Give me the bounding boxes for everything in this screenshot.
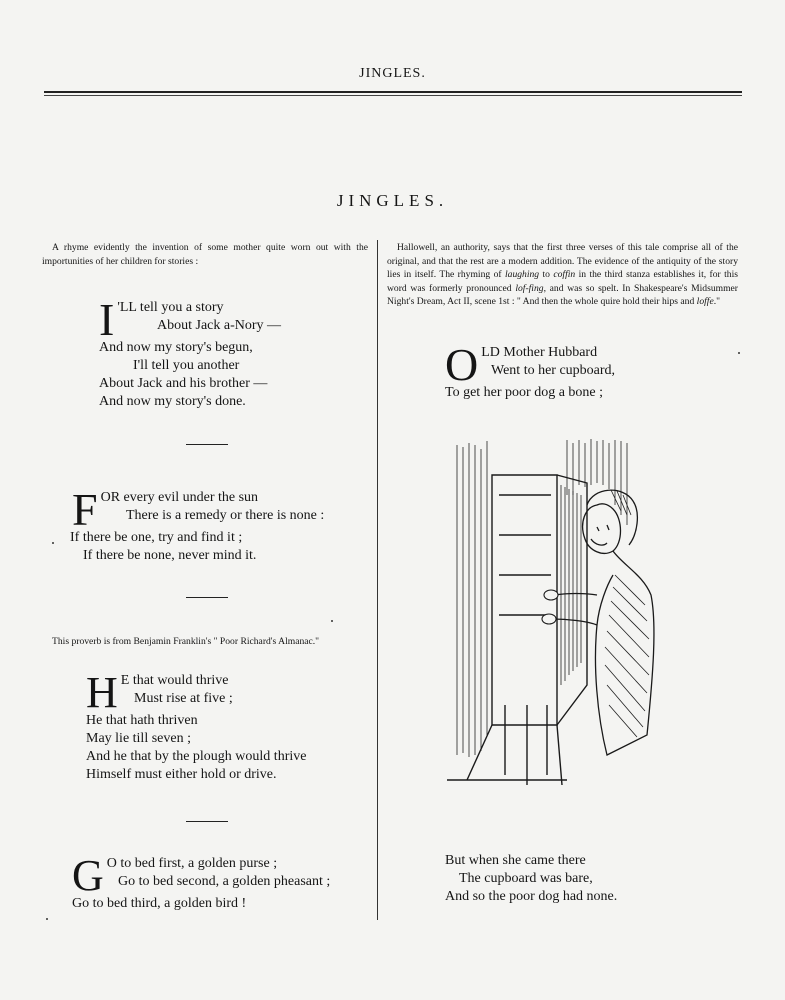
old-woman-figure (552, 490, 654, 755)
verse-line: OR every evil under the sun (100, 490, 259, 505)
verse-line: And he that by the plough would thrive (86, 749, 307, 764)
verse-line: Go to bed second, a golden pheasant ; (118, 874, 331, 889)
poem-he-that-would-thrive (86, 668, 307, 784)
verse-line: LD Mother Hubbard (481, 345, 598, 360)
poem-old-mother-hubbard (445, 339, 616, 402)
franklin-note: This proverb is from Benjamin Franklin's " Poor Richard's Almanac." (52, 636, 320, 647)
hallowell-note: Hallowell, an authority, says that the first three verses of this tale comprise all of the original, and that the rest are a modern addition. The evidence of the antiquity of the story lies in itself. The rhyming of laughing to coffin in the third stanza establishes it, for this word was formerly pronounced lof-fing, and was so spelt. In Shakespeare's Midsummer Night's Dream, Act II, scene 1st : " And then the whole quire hold their hips and loffe." (387, 242, 738, 307)
cupboard-door-hatching (561, 485, 581, 685)
verse-line: But when she came there (445, 853, 586, 868)
hands (542, 590, 558, 624)
page-title: JINGLES. (336, 191, 449, 210)
poem-jack-a-nory (99, 294, 282, 411)
verse-line: The cupboard was bare, (459, 871, 593, 886)
section-separator (186, 444, 228, 445)
verse-line: 'LL tell you a story (117, 300, 224, 315)
poem-cupboard-was-bare (445, 852, 617, 906)
verse-line: About Jack a-Nory — (157, 318, 282, 333)
verse-line: I'll tell you another (133, 358, 240, 373)
verse-line: Went to her cupboard, (491, 363, 616, 378)
verse-line: He that hath thriven (86, 713, 198, 728)
verse-line: O to bed first, a golden purse ; (106, 856, 278, 871)
section-separator (186, 821, 228, 822)
column-divider (377, 240, 378, 920)
ink-speck (46, 918, 48, 920)
verse-line: About Jack and his brother — (99, 376, 268, 391)
verse-line: May lie till seven ; (86, 731, 191, 746)
verse-line: Must rise at five ; (134, 691, 233, 706)
verse-line: Go to bed third, a golden bird ! (72, 896, 247, 911)
header-rule (44, 91, 742, 93)
mother-hubbard-illustration (447, 435, 662, 795)
verse-line: If there be none, never mind it. (83, 548, 257, 563)
verse-line: There is a remedy or there is none : (126, 508, 325, 523)
verse-line: And so the poor dog had none. (445, 889, 618, 904)
running-head: JINGLES. (359, 66, 426, 81)
drop-cap: O (445, 339, 479, 390)
header-rule-thin (44, 95, 742, 96)
poem-every-evil (70, 484, 325, 565)
verse-line: And now my story's done. (99, 394, 246, 409)
wall-hatching (457, 439, 627, 757)
verse-line: E that would thrive (120, 673, 229, 688)
verse-line: If there be one, try and find it ; (70, 530, 243, 545)
intro-note: A rhyme evidently the invention of some mother quite worn out with the importunities of her children for stories : (42, 242, 368, 267)
poem-go-to-bed (72, 851, 331, 913)
shawl-hatching (605, 490, 649, 737)
ink-speck (52, 542, 54, 544)
verse-line: And now my story's begun, (99, 340, 253, 355)
drop-cap: F (72, 484, 98, 535)
drop-cap: H (86, 668, 118, 717)
ink-speck (331, 620, 333, 622)
section-separator (186, 597, 228, 598)
drop-cap: I (99, 294, 115, 345)
verse-line: Himself must either hold or drive. (86, 767, 277, 782)
cupboard (447, 475, 587, 785)
ink-speck (738, 352, 740, 354)
drop-cap: G (72, 851, 104, 900)
verse-line: To get her poor dog a bone ; (445, 385, 604, 400)
